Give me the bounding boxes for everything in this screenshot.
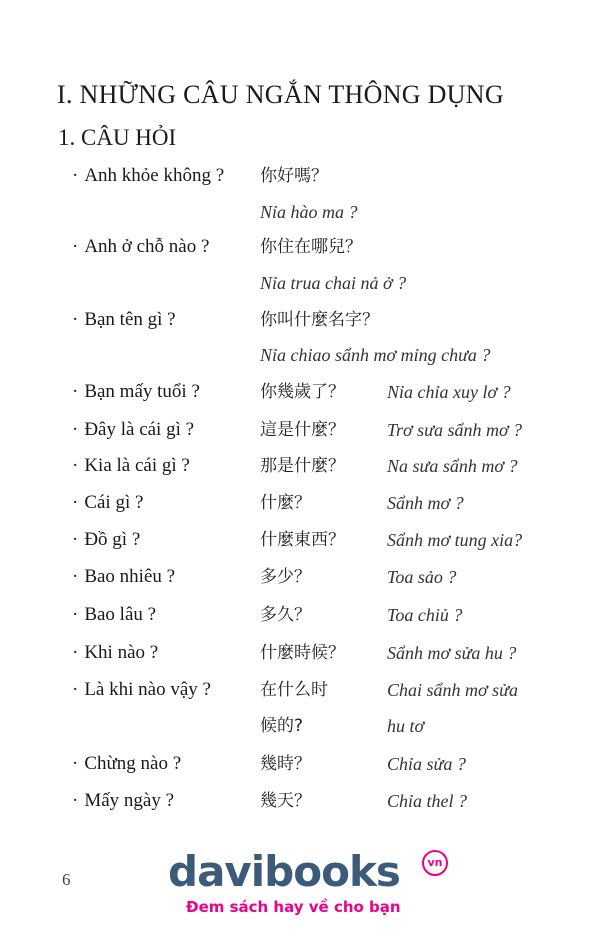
vietnamese-phrase: [72, 675, 211, 705]
bullet: ·: [72, 236, 79, 257]
vietnamese-text: Bạn mấy tuổi ?: [84, 381, 200, 402]
page-number: 6: [62, 870, 71, 889]
vietnamese-phrase: [72, 525, 140, 555]
chinese-text: 這是什麼？: [260, 420, 345, 440]
chinese-text: 幾時？: [260, 754, 311, 774]
pronunciation-text: Nỉa chỉa xuy lơ ?: [387, 382, 511, 402]
pronunciation-text: Sẩnh mơ ?: [387, 493, 464, 513]
vietnamese-text: Bạn tên gì ?: [84, 309, 176, 330]
pronunciation-text: Sẩnh mơ tung xia?: [387, 530, 523, 550]
vietnamese-phrase: [72, 786, 174, 816]
logo-brand-text: davibooks: [168, 847, 400, 896]
logo-tagline: Đem sách hay về cho bạn: [186, 898, 401, 916]
bullet: ·: [72, 492, 79, 513]
pronunciation-text: Nỉa chiao sẩnh mơ mỉng chưa ?: [260, 345, 491, 365]
davibooks-logo: [168, 848, 458, 928]
bullet: ·: [72, 604, 79, 625]
bullet: ·: [72, 679, 79, 700]
pronunciation-text: Chỉa thel ?: [387, 791, 467, 811]
chinese-text: 你幾歲了？: [260, 382, 345, 402]
bullet: ·: [72, 165, 79, 186]
vietnamese-text: Bao lâu ?: [84, 604, 157, 625]
chinese-text: 多久？: [260, 605, 311, 625]
vietnamese-phrase: [72, 161, 224, 191]
chinese-text: 什麼？: [260, 493, 311, 513]
vietnamese-phrase: [72, 232, 209, 262]
bullet: ·: [72, 566, 79, 587]
bullet: ·: [72, 642, 79, 663]
vietnamese-text: Kia là cái gì ?: [84, 455, 190, 476]
pronunciation-text: Toa sảo ?: [387, 567, 457, 587]
pronunciation-text: Nỉa hào ma ?: [260, 202, 358, 222]
vietnamese-phrase: [72, 488, 143, 518]
chinese-text: 你好嗎？: [260, 166, 328, 186]
chinese-text: 在什么时: [260, 680, 328, 700]
vietnamese-text: Mấy ngày ?: [84, 790, 175, 811]
vietnamese-phrase: [72, 562, 175, 592]
vietnamese-text: Bao nhiêu ?: [84, 566, 176, 587]
bullet: ·: [72, 381, 79, 402]
pronunciation-text: Chỉa sửa ?: [387, 754, 466, 774]
chinese-text: 你叫什麼名字？: [260, 310, 379, 330]
pronunciation-text: Chai sẩnh mơ sửa: [387, 680, 518, 700]
vietnamese-text: Khi nào ?: [84, 642, 159, 663]
pronunciation-text: Trơ sưa sẩnh mơ ?: [387, 420, 523, 440]
vietnamese-phrase: [72, 749, 181, 779]
vietnamese-phrase: [72, 600, 156, 630]
chinese-text: 那是什麼？: [260, 456, 345, 476]
bullet: ·: [72, 455, 79, 476]
bullet: ·: [72, 419, 79, 440]
vietnamese-text: Anh ở chỗ nào ?: [84, 236, 210, 257]
vietnamese-phrase: [72, 377, 200, 407]
pronunciation-text: Sẩnh mơ sửa hu ?: [387, 643, 517, 663]
vietnamese-phrase: [72, 451, 190, 481]
vietnamese-text: Anh khỏe không ?: [84, 165, 225, 186]
bullet: ·: [72, 753, 79, 774]
chinese-text: 多少？: [260, 567, 311, 587]
bullet: ·: [72, 790, 79, 811]
sub-title: 1. CÂU HỎI: [58, 125, 177, 150]
chinese-text: 幾天？: [260, 791, 311, 811]
vietnamese-text: Là khi nào vậy ?: [84, 679, 211, 700]
vietnamese-phrase: [72, 638, 158, 668]
vietnamese-phrase: [72, 305, 176, 335]
chinese-text: 你住在哪兒？: [260, 237, 362, 257]
vietnamese-text: Cái gì ?: [84, 492, 144, 513]
pronunciation-text: Toa chiủ ?: [387, 605, 463, 625]
bullet: ·: [72, 309, 79, 330]
vietnamese-text: Chừng nào ?: [84, 753, 182, 774]
chinese-text: 候的?: [260, 716, 304, 736]
vietnamese-phrase: [72, 415, 194, 445]
pronunciation-text: Nỉa trua chai nả ở ?: [260, 273, 407, 293]
vietnamese-text: Đồ gì ?: [84, 529, 141, 550]
logo-vn-badge: vn: [422, 850, 448, 876]
vietnamese-text: Đây là cái gì ?: [84, 419, 195, 440]
chinese-text: 什麼時候？: [260, 643, 345, 663]
pronunciation-text: hu tơ: [387, 716, 425, 736]
bullet: ·: [72, 529, 79, 550]
chinese-text: 什麼東西？: [260, 530, 345, 550]
pronunciation-text: Na sưa sẩnh mơ ?: [387, 456, 518, 476]
section-title: I. NHỮNG CÂU NGẮN THÔNG DỤNG: [57, 80, 504, 109]
